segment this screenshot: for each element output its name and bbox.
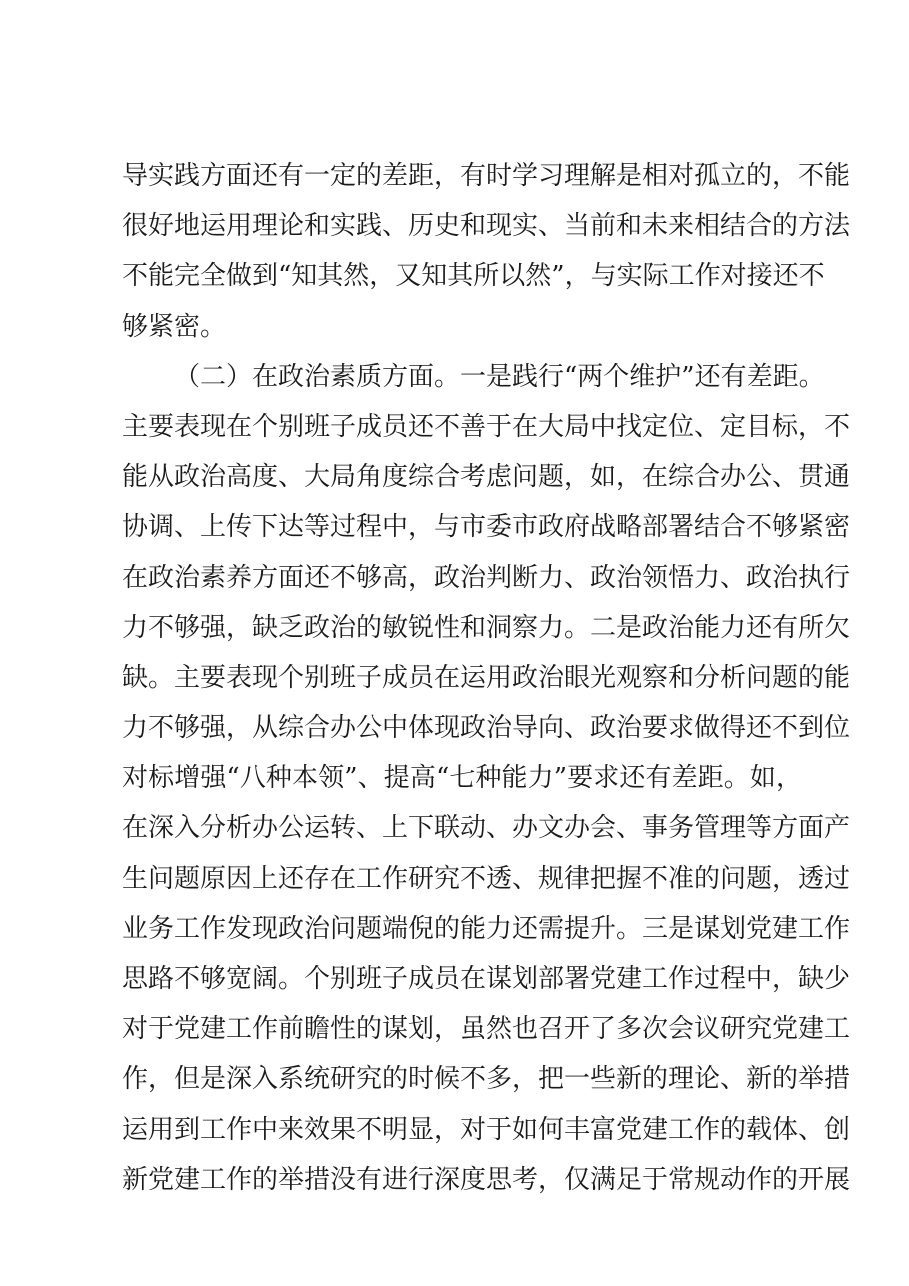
text-line: 能从政治高度、大局角度综合考虑问题，如，在综合办公、贯通 xyxy=(122,462,851,493)
text-line: 够紧密。 xyxy=(122,311,227,342)
text-line: 运用到工作中来效果不明显，对于如何丰富党建工作的载体、创 xyxy=(122,1114,851,1145)
text-line: 作，但是深入系统研究的时候不多，把一些新的理论、新的举措 xyxy=(122,1064,851,1095)
text-line: 不能完全做到“知其然，又知其所以然”，与实际工作对接还不 xyxy=(122,261,825,292)
text-line: 思路不够宽阔。个别班子成员在谋划部署党建工作过程中，缺少 xyxy=(122,964,851,994)
text-line: 导实践方面还有一定的差距，有时学习理解是相对孤立的，不能 xyxy=(122,161,851,191)
text-line: 对于党建工作前瞻性的谋划，虽然也召开了多次会议研究党建工 xyxy=(122,1014,851,1045)
text-line: 缺。主要表现个别班子成员在运用政治眼光观察和分析问题的能 xyxy=(122,662,851,693)
text-line: 协调、上传下达等过程中，与市委市政府战略部署结合不够紧密 xyxy=(122,512,851,543)
text-line: 力不够强，缺乏政治的敏锐性和洞察力。二是政治能力还有所欠 xyxy=(122,612,851,643)
text-line: 生问题原因上还存在工作研究不透、规律把握不准的问题，透过 xyxy=(122,863,851,894)
text-line: 力不够强，从综合办公中体现政治导向、政治要求做得还不到位 xyxy=(122,713,851,744)
text-line: 在深入分析办公运转、上下联动、办文办会、事务管理等方面产 xyxy=(122,813,851,844)
section-heading-line: （二）在政治素质方面。一是践行“两个维护”还有差距。 xyxy=(174,361,825,392)
text-line: 很好地运用理论和实践、历史和现实、当前和未来相结合的方法 xyxy=(122,211,851,242)
text-line: 在政治素养方面还不够高，政治判断力、政治领悟力、政治执行 xyxy=(122,562,851,593)
text-line: 主要表现在个别班子成员还不善于在大局中找定位、定目标，不 xyxy=(122,411,851,442)
text-line: 对标增强“八种本领”、提高“七种能力”要求还有差距。如， xyxy=(122,763,802,794)
text-line: 新党建工作的举措没有进行深度思考，仅满足于常规动作的开展 xyxy=(122,1164,851,1195)
body-text xyxy=(122,151,851,1205)
text-line: 业务工作发现政治问题端倪的能力还需提升。三是谋划党建工作 xyxy=(122,913,851,944)
